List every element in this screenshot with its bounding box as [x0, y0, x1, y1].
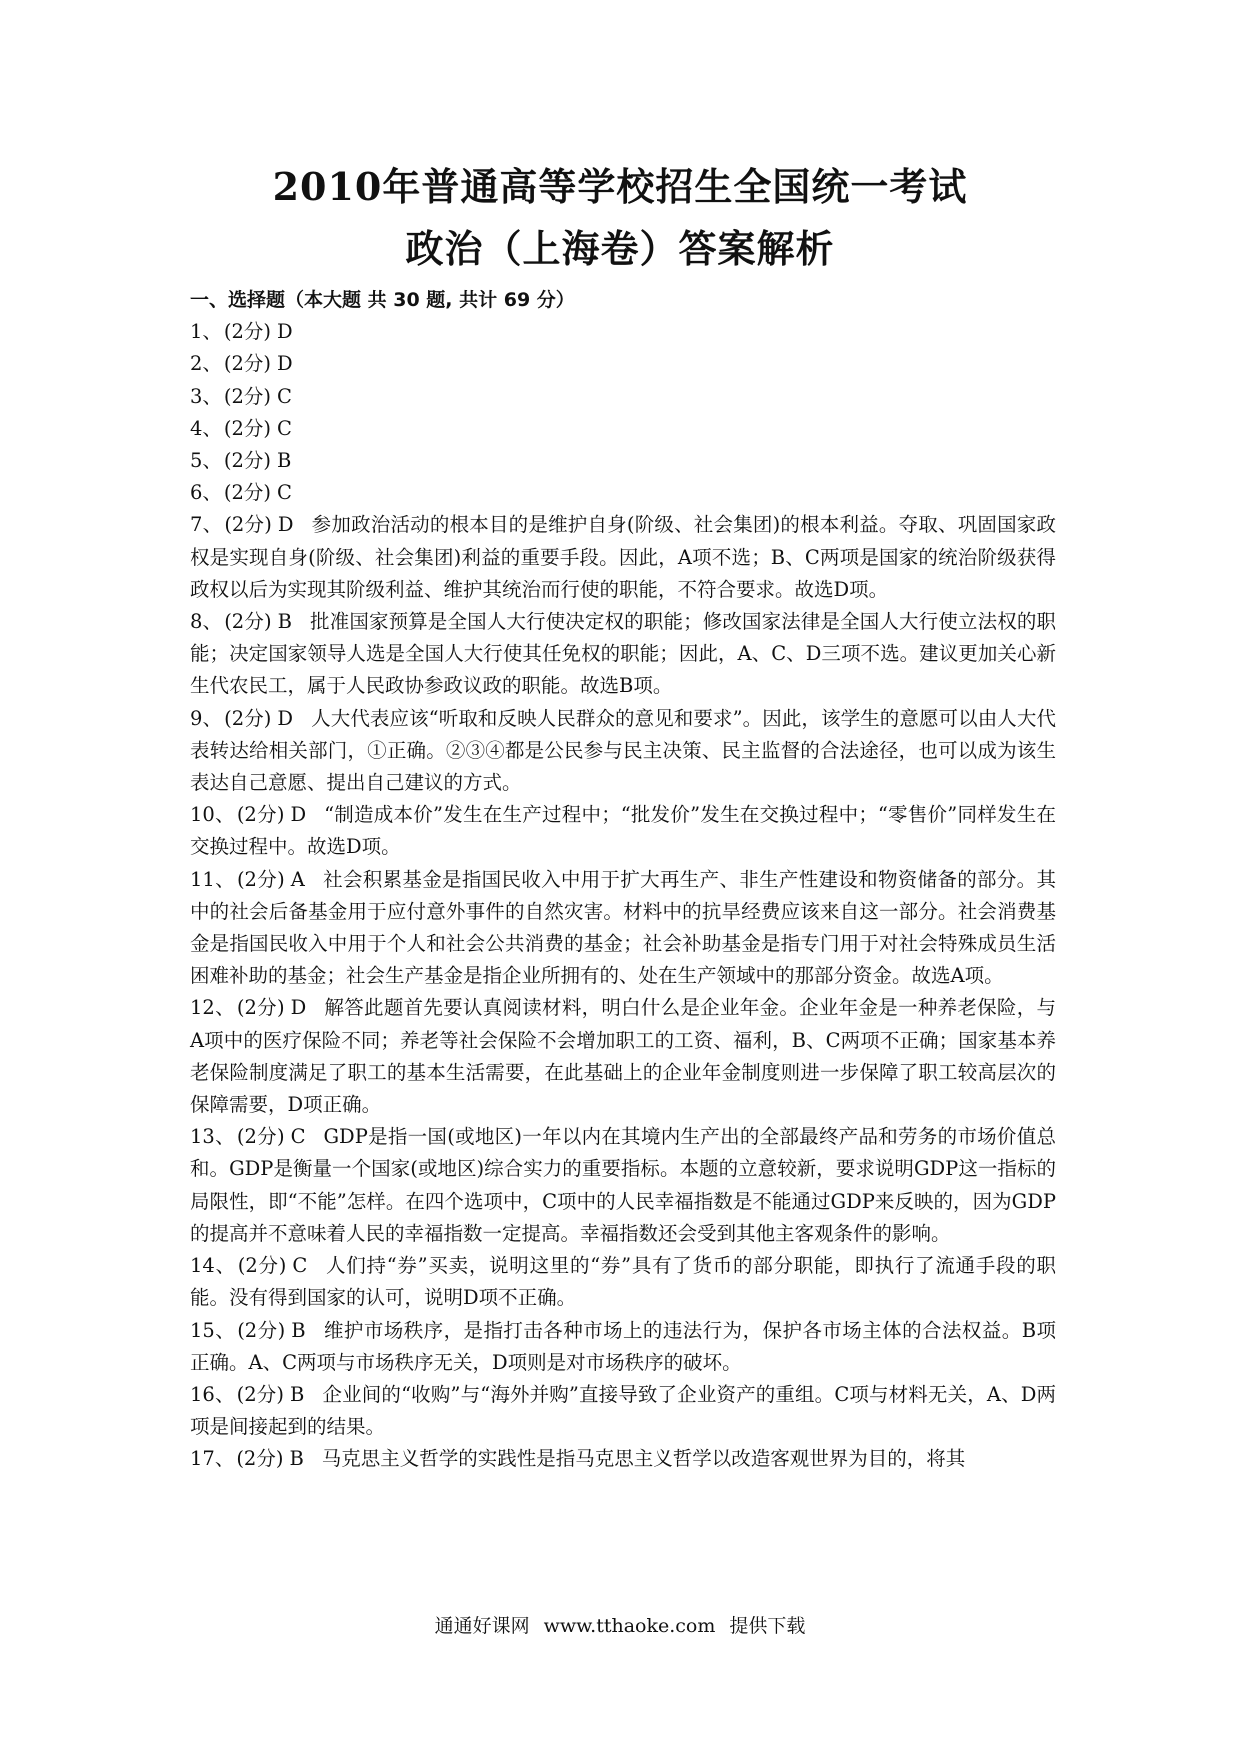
item-explanation: 人们持“券”买卖，说明这里的“券”具有了货币的部分职能，即执行了流通手段的职能。没有得到国家的认可，说明D项不正确。	[190, 1254, 1056, 1310]
item-score: (2分)	[236, 1125, 285, 1149]
item-answer: C	[277, 384, 292, 408]
item-score: (2分)	[236, 867, 285, 891]
item-score: (2分)	[237, 1254, 287, 1278]
item-score: (2分)	[223, 481, 272, 505]
answer-item	[190, 381, 1056, 413]
item-score: (2分)	[236, 1382, 285, 1406]
answer-item	[190, 864, 1056, 993]
item-number: 16、	[190, 1382, 235, 1406]
item-score: (2分)	[223, 449, 272, 473]
item-number: 14、	[190, 1254, 236, 1278]
answer-item	[190, 799, 1056, 863]
item-number: 13、	[190, 1125, 235, 1149]
item-answer: A	[290, 867, 305, 891]
item-answer: D	[277, 706, 294, 730]
answer-content	[190, 284, 1056, 1476]
answer-item	[190, 413, 1056, 445]
item-answer: D	[277, 513, 294, 537]
item-explanation: 企业间的“收购”与“海外并购”直接导致了企业资产的重组。C项与材料无关，A、D两项是间接起到的结果。	[190, 1382, 1056, 1439]
item-explanation: 社会积累基金是指国民收入中用于扩大再生产、非生产性建设和物资储备的部分。其中的社会后备基金用于应付意外事件的自然灾害。材料中的抗旱经费应该来自这一部分。社会消费基金是指国民收入中用于个人和社会公共消费的基金；社会补助基金是指专门用于对社会特殊成员生活困难补助的基金；社会生产基金是指企业所拥有的、处在生产领域中的那部分资金。故选A项。	[190, 867, 1056, 988]
answer-item	[190, 1315, 1056, 1379]
item-number: 3、	[190, 384, 222, 408]
item-answer: C	[277, 416, 292, 440]
item-number: 8、	[190, 610, 223, 634]
item-score: (2分)	[223, 416, 272, 440]
answer-item	[190, 1443, 1056, 1475]
item-answer: D	[290, 803, 307, 827]
footer-url: www.tthaoke.com	[543, 1615, 716, 1637]
item-score: (2分)	[224, 706, 272, 730]
answer-item	[190, 1250, 1056, 1314]
answer-item	[190, 348, 1056, 380]
item-answer: D	[277, 352, 293, 376]
answer-item	[190, 509, 1056, 606]
item-answer: C	[290, 1125, 306, 1149]
item-answer: C	[277, 481, 292, 505]
item-number: 9、	[190, 706, 223, 730]
item-number: 4、	[190, 416, 222, 440]
item-score: (2分)	[236, 1447, 284, 1471]
item-score: (2分)	[237, 1318, 286, 1342]
item-number: 17、	[190, 1447, 235, 1471]
item-score: (2分)	[224, 610, 272, 634]
item-answer: D	[277, 320, 293, 344]
answer-item	[190, 1379, 1056, 1443]
document-subtitle: 政治（上海卷）答案解析	[405, 226, 835, 271]
item-number: 1、	[190, 320, 222, 344]
item-explanation: 维护市场秩序，是指打击各种市场上的违法行为，保护各市场主体的合法权益。B项正确。A、C两项与市场秩序无关，D项则是对市场秩序的破坏。	[190, 1318, 1056, 1374]
item-explanation: 批准国家预算是全国人大行使决定权的职能；修改国家法律是全国人大行使立法权的职能；决定国家领导人选是全国人大行使其任免权的职能；因此，A、C、D三项不选。建议更加关心新生代农民工，属于人民政协参政议政的职能。故选B项。	[190, 610, 1056, 698]
item-number: 6、	[190, 481, 222, 505]
item-answer: B	[277, 449, 292, 473]
item-answer: B	[277, 610, 292, 634]
item-score: (2分)	[223, 384, 272, 408]
page-footer	[0, 1612, 1240, 1640]
item-explanation: “制造成本价”发生在生产过程中；“批发价”发生在交换过程中；“零售价”同样发生在交换过程中。故选D项。	[190, 803, 1056, 859]
item-score: (2分)	[223, 352, 272, 376]
item-explanation: 马克思主义哲学的实践性是指马克思主义哲学以改造客观世界为目的，将其	[321, 1447, 966, 1471]
item-number: 7、	[190, 513, 223, 537]
item-score: (2分)	[236, 996, 285, 1020]
item-number: 11、	[190, 867, 235, 891]
item-explanation: GDP是指一国(或地区)一年以内在其境内生产出的全部最终产品和劳务的市场价值总和。GDP是衡量一个国家(或地区)综合实力的重要指标。本题的立意较新，要求说明GDP这一指标的局限性，即“不能”怎样。在四个选项中，C项中的人民幸福指数是不能通过GDP来反映的，因为GDP的提高并不意味着人民的幸福指数一定提高。幸福指数还会受到其他主客观条件的影响。	[190, 1125, 1056, 1245]
answer-item	[190, 477, 1056, 509]
item-score: (2分)	[223, 320, 272, 344]
answer-item	[190, 316, 1056, 348]
item-score: (2分)	[224, 513, 272, 537]
answer-item	[190, 992, 1056, 1121]
item-answer: B	[289, 1447, 304, 1471]
item-answer: B	[290, 1382, 305, 1406]
item-answer: D	[290, 996, 307, 1020]
section-heading: 一、选择题（本大题 共 30 题, 共计 69 分）	[190, 289, 575, 311]
item-number: 12、	[190, 996, 235, 1020]
footer-site-name: 通通好课网	[434, 1615, 530, 1637]
item-number: 15、	[190, 1318, 236, 1342]
item-answer: C	[292, 1254, 308, 1278]
item-explanation: 参加政治活动的根本目的是维护自身(阶级、社会集团)的根本利益。夺取、巩固国家政权是实现自身(阶级、社会集团)利益的重要手段。因此，A项不选；B、C两项是国家的统治阶级获得政权以后为实现其阶级利益、维护其统治而行使的职能，不符合要求。故选D项。	[190, 513, 1056, 601]
footer-note: 提供下载	[729, 1615, 806, 1637]
item-number: 10、	[190, 803, 235, 827]
answer-item	[190, 703, 1056, 800]
answer-item	[190, 445, 1056, 477]
item-number: 5、	[190, 449, 222, 473]
item-explanation: 解答此题首先要认真阅读材料，明白什么是企业年金。企业年金是一种养老保险，与A项中的医疗保险不同；养老等社会保险不会增加职工的工资、福利，B、C两项不正确；国家基本养老保险制度满足了职工的基本生活需要，在此基础上的企业年金制度则进一步保障了职工较高层次的保障需要，D项正确。	[190, 996, 1056, 1117]
item-number: 2、	[190, 352, 222, 376]
item-score: (2分)	[236, 803, 285, 827]
item-explanation: 人大代表应该“听取和反映人民群众的意见和要求”。因此，该学生的意愿可以由人大代表转达给相关部门，①正确。②③④都是公民参与民主决策、民主监督的合法途径，也可以成为该生表达自己意愿、提出自己建议的方式。	[190, 706, 1056, 795]
answer-item	[190, 1121, 1056, 1250]
answer-item	[190, 606, 1056, 703]
item-answer: B	[291, 1318, 306, 1342]
document-title: 2010年普通高等学校招生全国统一考试	[272, 164, 968, 209]
